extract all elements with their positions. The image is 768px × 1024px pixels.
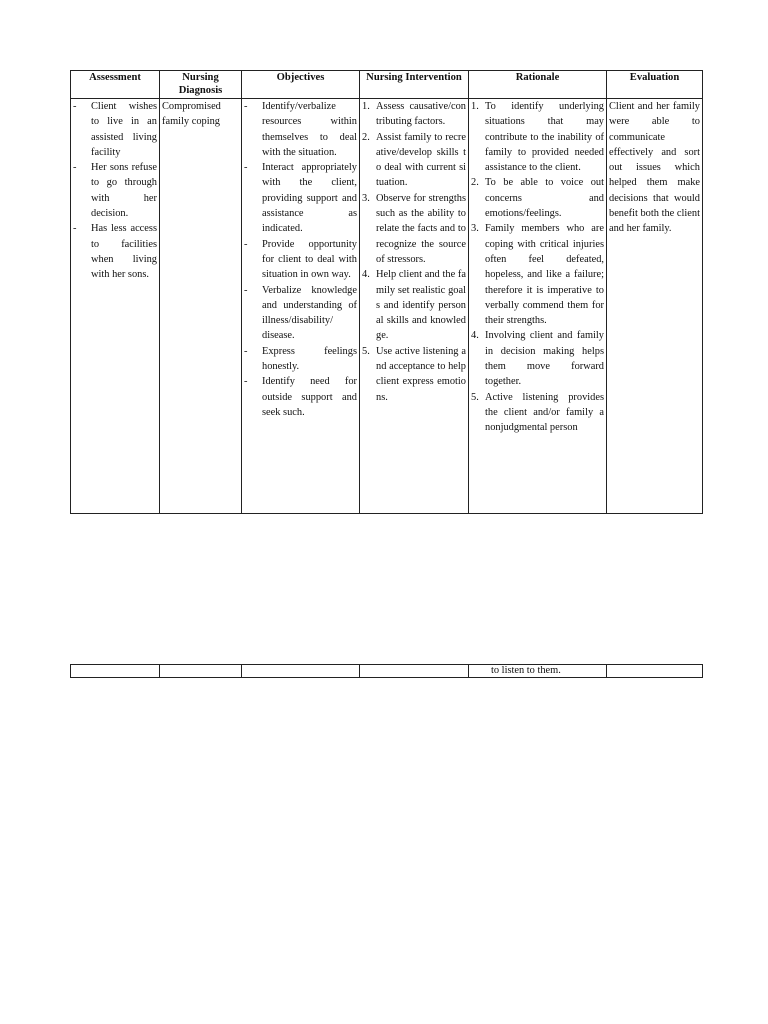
- intervention-item: [362, 191, 466, 267]
- objective-item: - Express feelings honestly.: [244, 344, 357, 375]
- rationale-cell: [469, 99, 607, 514]
- continuation-rationale-text: to listen to them.: [491, 665, 561, 676]
- rationale-text: To identify underlying situations that may contribute to the inability of family to provided needed assistance to the client.: [485, 101, 604, 174]
- diagnosis-text: Compromised family coping: [162, 101, 221, 128]
- rationale-text: Family members who are coping with critical injuries often feel defeated, hopeless, and like a failure; therefore it is imperative to verbally commend them for their strengths.: [485, 223, 604, 327]
- intervention-text: Assess causative/contributing factors.: [376, 101, 466, 128]
- rationale-text: Active listening provides the client and/or family a nonjudgmental person: [485, 391, 604, 434]
- continuation-intervention-cell: [360, 665, 469, 678]
- objective-item: - Verbalize knowledge and understanding of illness/disability/ disease.: [244, 283, 357, 344]
- rationale-item: [471, 175, 604, 221]
- intervention-item: [362, 99, 466, 130]
- nursing-care-plan-table: [70, 70, 703, 514]
- intervention-text: Assist family to recreative/develop skills to deal with current situation.: [376, 131, 466, 189]
- rationale-number: 1.: [471, 101, 479, 112]
- continuation-objectives-cell: [242, 665, 360, 678]
- table-row: [71, 99, 703, 514]
- assessment-item: - Her sons refuse to go through with her decision.: [73, 160, 157, 221]
- diagnosis-cell: [160, 99, 242, 514]
- rationale-item: [471, 99, 604, 175]
- intervention-item: [362, 344, 466, 405]
- evaluation-cell: [607, 99, 703, 514]
- intervention-number: 4.: [362, 269, 370, 281]
- objective-item: - Identify/verbalize resources within themselves to deal with the situation.: [244, 99, 357, 160]
- rationale-item: [471, 390, 604, 436]
- intervention-text: Use active listening and acceptance to help client express emotions.: [376, 345, 466, 403]
- header-assessment: Assessment: [71, 71, 160, 99]
- continuation-table: [70, 664, 703, 678]
- intervention-number: 1.: [362, 101, 370, 112]
- intervention-item: [362, 130, 466, 191]
- intervention-cell: [360, 99, 469, 514]
- assessment-cell: [71, 99, 160, 514]
- intervention-number: 2.: [362, 131, 370, 143]
- continuation-rationale-cell: [469, 665, 607, 678]
- assessment-item: - Has less access to facilities when living with her sons.: [73, 221, 157, 282]
- rationale-text: Involving client and family in decision making helps them move forward together.: [485, 330, 604, 388]
- objective-item: - Identify need for outside support and seek such.: [244, 374, 357, 420]
- intervention-text: Observe for strengths such as the ability to relate the facts and to recognize the source of stressors.: [376, 192, 466, 265]
- rationale-item: [471, 221, 604, 328]
- evaluation-text: Client and her family were able to communicate effectively and sort out issues which helped them make decisions that would benefit both the client and her family.: [609, 101, 700, 235]
- objective-item: - Interact appropriately with the client, providing support and assistance as indicated.: [244, 160, 357, 236]
- header-rationale: Rationale: [469, 71, 607, 99]
- header-objectives: Objectives: [242, 71, 360, 99]
- header-evaluation: Evaluation: [607, 71, 703, 99]
- rationale-number: 5.: [471, 391, 479, 403]
- header-nursing-diagnosis: Nursing Diagnosis: [160, 71, 242, 99]
- assessment-item: - Client wishes to live in an assisted living facility: [73, 99, 157, 160]
- rationale-number: 2.: [471, 177, 479, 189]
- table-row: [71, 665, 703, 678]
- rationale-number: 3.: [471, 223, 479, 235]
- header-row: [71, 71, 703, 99]
- continuation-evaluation-cell: [607, 665, 703, 678]
- continuation-diagnosis-cell: [160, 665, 242, 678]
- objective-item: - Provide opportunity for client to deal with situation in own way.: [244, 237, 357, 283]
- rationale-text: To be able to voice out concerns and emotions/feelings.: [485, 177, 604, 220]
- intervention-item: [362, 267, 466, 343]
- header-nursing-intervention: Nursing Intervention: [360, 71, 469, 99]
- rationale-item: [471, 328, 604, 389]
- intervention-number: 3.: [362, 192, 370, 204]
- rationale-number: 4.: [471, 330, 479, 342]
- continuation-assessment-cell: [71, 665, 160, 678]
- objectives-cell: [242, 99, 360, 514]
- intervention-text: Help client and the family set realistic goals and identify personal skills and knowledge.: [376, 269, 466, 342]
- intervention-number: 5.: [362, 345, 370, 357]
